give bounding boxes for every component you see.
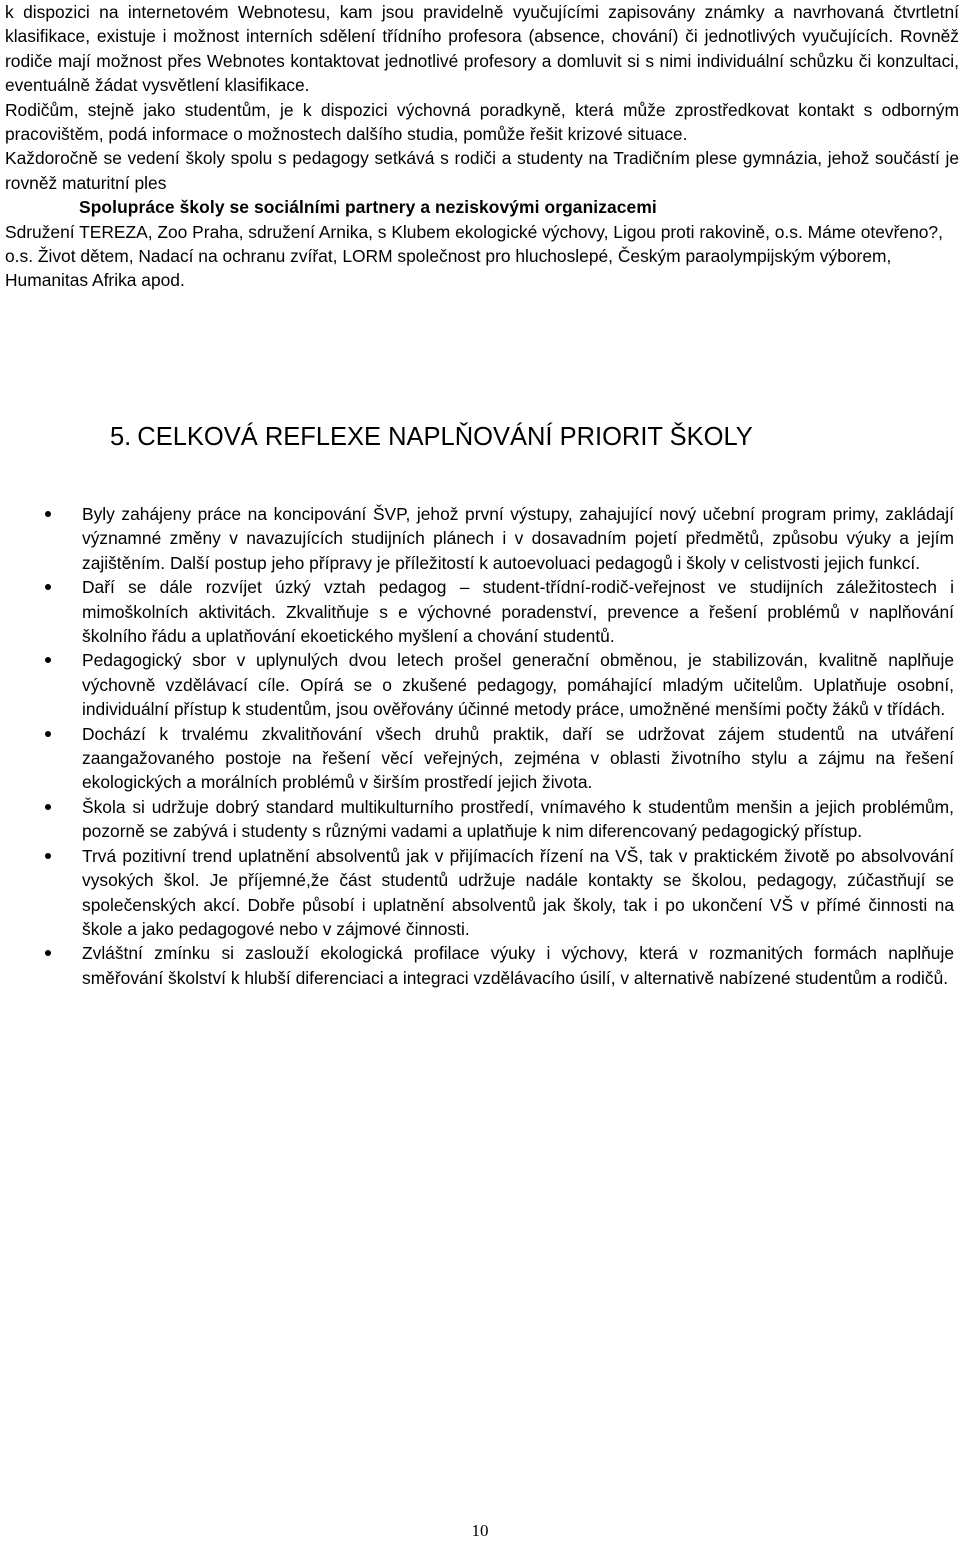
list-item-text: Pedagogický sbor v uplynulých dvou letech prošel generační obměnou, je stabilizován, kvalitně naplňuje výchovně vzdělávací cíle. Opírá se o zkušené pedagogy, pomáhající mladým učitelům. Uplatňuje osobní, individuální přístup k studentům, jsou ověřovány účinné metody práce, umožněné menšími počty žáků v třídách. xyxy=(82,650,954,720)
bullet-icon xyxy=(45,804,51,810)
bullet-icon xyxy=(45,853,51,859)
paragraph-ball: Každoročně se vedení školy spolu s pedagogy setkává s rodiči a studenty na Tradičním plese gymnázia, jehož součástí je rovněž maturitní ples xyxy=(5,148,959,193)
bullet-icon xyxy=(45,657,51,663)
page-number: 10 xyxy=(471,1521,489,1540)
chapter-number: 5. xyxy=(110,423,132,451)
list-item xyxy=(0,648,954,721)
priorities-list xyxy=(0,502,954,990)
list-item xyxy=(0,575,954,648)
paragraph-webnotes: k dispozici na internetovém Webnotesu, kam jsou pravidelně vyučujícími zapisovány známky a navrhovaná čtvrtletní klasifikace, existuje i možnost interních sdělení třídního profesora (absence, chování) či jednotlivých vyučujících. Rovněž rodiče mají možnost přes Webnotes kontaktovat jednotlivé profesory a domluvit si s nimi individuální schůzku či konzultaci, eventuálně žádat vysvětlení klasifikace. xyxy=(5,2,959,96)
bullet-icon xyxy=(45,731,51,737)
chapter-title: CELKOVÁ REFLEXE NAPLŇOVÁNÍ PRIORIT ŠKOLY xyxy=(137,423,753,451)
paragraph-counselor: Rodičům, stejně jako studentům, je k dispozici výchovná poradkyně, která může zprostředkovat kontakt s odborným pracovištěm, podá informace o možnostech dalšího studia, pomůže řešit krizové situace. xyxy=(5,99,959,145)
list-item-text: Trvá pozitivní trend uplatnění absolventů jak v přijímacích řízení na VŠ, tak v praktickém životě po absolvování vysokých škol. Je příjemné,že část studentů udržuje nadále kontakty se školou, pedagogy, zúčastňují se společenských akcí. Dobře působí i uplatnění absolventů jak školy, tak i po ukončení VŠ v přímé činnosti na škole a jako pedagogové nebo v zájmové činnosti. xyxy=(82,845,954,939)
list-item xyxy=(0,795,954,844)
list-item xyxy=(0,502,954,575)
list-item-text: Zvláštní zmínku si zaslouží ekologická profilace výuky i výchovy, která v rozmanitých formách naplňuje směřování školství k hlubší diferenciaci a integraci vzdělávacího úsilí, v alternativě nabízené studentům a rodičů. xyxy=(82,943,954,988)
partners-heading: Spolupráce školy se sociálními partnery a neziskovými organizacemi xyxy=(79,197,657,218)
chapter-heading xyxy=(110,421,753,453)
list-item-text: Byly zahájeny práce na koncipování ŠVP, jehož první výstupy, zahajující nový učební program primy, zakládají významné změny v navazujících studijních plánech i v dosavadním pojetí předmětů, způsobu výuky a jejím zajištěním. Další postup jeho přípravy je příležitostí k autoevoluaci pedagogů i školy v celistvosti jejich funkcí. xyxy=(82,504,954,573)
list-item xyxy=(0,722,954,795)
list-item xyxy=(0,844,954,942)
list-item-text: Dochází k trvalému zkvalitňování všech druhů praktik, daří se udržovat zájem studentů na utváření zaangažovaného postoje na řešení věcí veřejných, zejména v oblasti životního stylu a zájmu na řešení ekologických a morálních problémů v širším prostředí jejich života. xyxy=(82,723,954,793)
bullet-icon xyxy=(45,511,51,517)
list-item xyxy=(0,941,954,990)
bullet-icon xyxy=(45,584,51,590)
list-item-text: Daří se dále rozvíjet úzký vztah pedagog – student-třídní-rodič-veřejnost ve studijních záležitostech i mimoškolních aktivitách. Zkvalitňuje s e výchovné poradenství, prevence a řešení problémů v naplňování školního řádu a uplatňování ekoetického myšlení a chování studentů. xyxy=(82,577,954,647)
list-item-text: Škola si udržuje dobrý standard multikulturního prostředí, vnímavého k studentům menšin a jejich problémům, pozorně se zabývá i studenty s různými vadami a uplatňuje k nim diferencovaný pedagogický přístup. xyxy=(82,796,954,842)
partners-list: Sdružení TEREZA, Zoo Praha, sdružení Arnika, s Klubem ekologické výchovy, Ligou proti rakovině, o.s. Máme otevřeno?, o.s. Život dětem, Nadací na ochranu zvířat, LORM společnost pro hluchoslepé, Českým paraolympijským výborem, Humanitas Afrika apod. xyxy=(5,221,943,291)
bullet-icon xyxy=(45,950,51,956)
document-page xyxy=(5,0,959,293)
